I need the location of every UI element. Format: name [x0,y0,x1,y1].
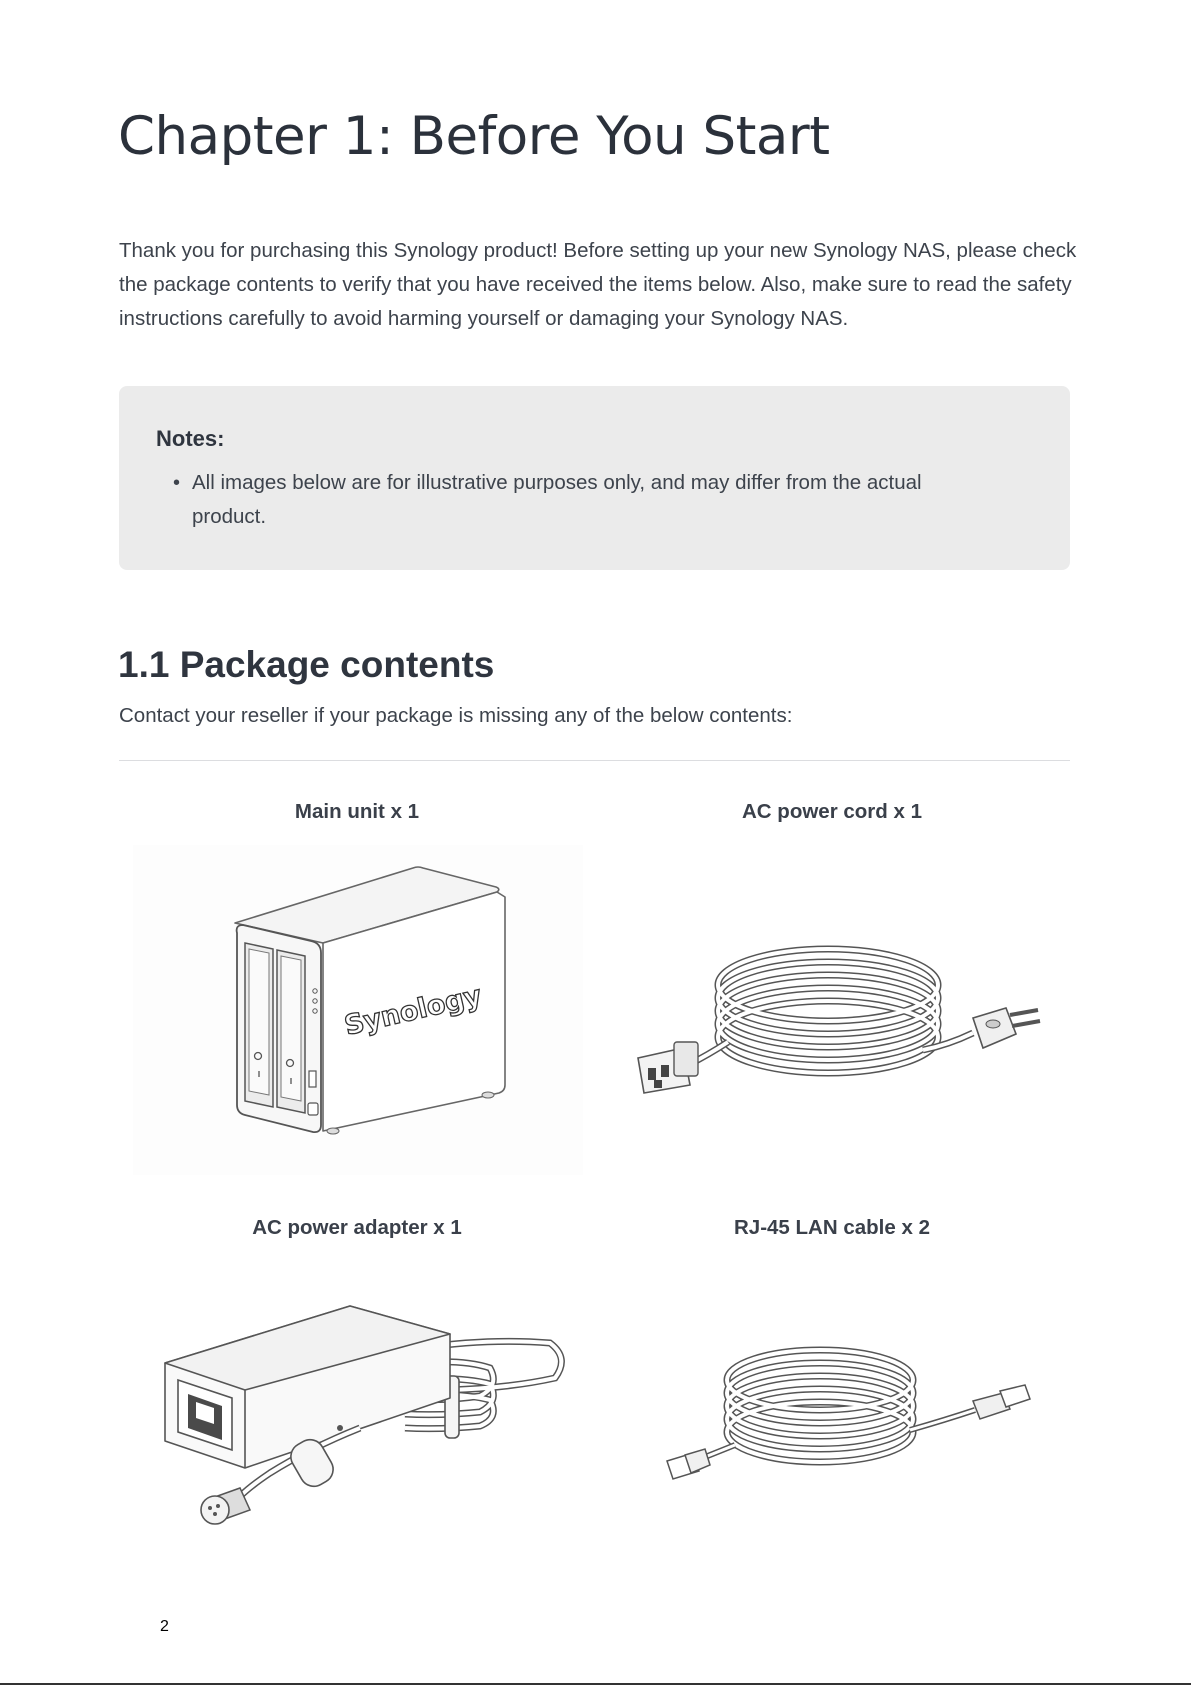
item-label-power-adapter: AC power adapter x 1 [252,1216,462,1239]
item-label-main-unit: Main unit x 1 [294,800,420,823]
section-description: Contact your reseller if your package is missing any of the below contents: [119,704,793,727]
notes-box [119,386,1070,570]
notes-title: Notes: [156,426,225,451]
chapter-title: Chapter 1: Before You Start [118,106,830,167]
synology-logo: Synology [341,980,485,1042]
bullet-icon: • [173,472,181,494]
nas-unit-icon [133,845,583,1175]
notes-item [156,466,996,534]
power-adapter-icon [160,1298,580,1528]
divider [119,760,1070,761]
lan-cable-icon [655,1335,1035,1495]
notes-list [156,466,996,534]
item-label-power-cord: AC power cord x 1 [742,800,922,823]
notes-item-text: All images below are for illustrative purposes only, and may differ from the actual product. [192,471,922,528]
page-number: 2 [160,1618,169,1635]
section-title: 1.1 Package contents [118,644,495,685]
intro-paragraph: Thank you for purchasing this Synology product! Before setting up your new Synology NAS, please check the package contents to verify that you have received the items below. Also, make sure to read the safety instructions carefully to avoid harming yourself or damaging your Synology NAS. [119,239,1077,330]
item-label-lan-cable: RJ-45 LAN cable x 2 [734,1216,930,1239]
power-cord-icon [628,930,1048,1110]
